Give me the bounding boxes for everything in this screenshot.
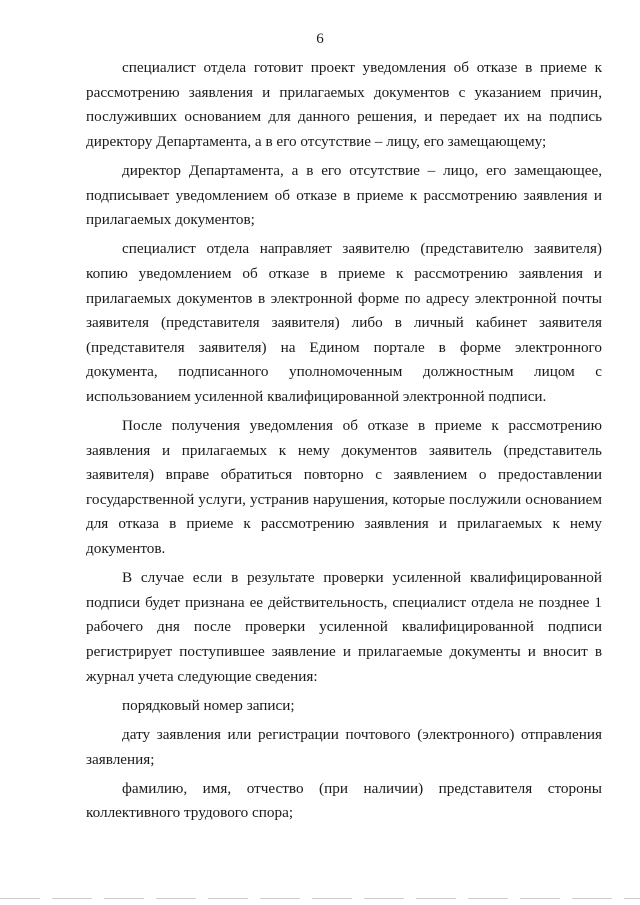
paragraph-reapply: После получения уведомления об отказе в приеме к рассмотрению заявления и прилагаемых к нему документов заявитель (представитель заявителя) вправе обратиться повторно с заявлением о предоставлении государственной услуги, устранив нарушения, которые послужили основанием для отказа в приеме к рассмотрению заявления и прилагаемых к нему документов. bbox=[86, 417, 602, 558]
paragraph-specialist-sends: специалист отдела направляет заявителю (представителю заявителя) копию уведомлением об отказе в приеме к рассмотрению заявления и прилагаемых документов в электронной форме по адресу электронной почты заявителя (представителя заявителя) либо в личный кабинет заявителя (представителя заявителя) на Едином портале в форме электронного документа, подписанного уполномоченным должностным лицом с использованием усиленной квалифицированной электронной подписи. bbox=[86, 240, 602, 405]
list-item-record-number: порядковый номер записи; bbox=[122, 696, 295, 714]
list-item-application-date: дату заявления или регистрации почтового (электронного) отправления заявления; bbox=[86, 726, 602, 768]
page-number: 6 bbox=[316, 31, 324, 47]
list-item-representative-name: фамилию, имя, отчество (при наличии) представителя стороны коллективного трудового спора; bbox=[86, 779, 602, 822]
paragraph-registration: В случае если в результате проверки усиленной квалифицированной подписи будет признана ее действительность, специалист отдела не позднее 1 рабочего дня после проверки усиленной квалифицированной подписи регистрирует поступившее заявление и прилагаемые документы и вносит в журнал учета следующие сведения: bbox=[86, 569, 602, 685]
document-body bbox=[86, 56, 602, 831]
paragraph-director-signs: директор Департамента, а в его отсутствие – лицо, его замещающее, подписывает уведомлением об отказе в приеме к рассмотрению заявления и прилагаемых документов; bbox=[86, 161, 602, 229]
page-bottom-divider bbox=[0, 898, 640, 899]
paragraph-notice-preparation: специалист отдела готовит проект уведомления об отказе в приеме к рассмотрению заявления и прилагаемых документов с указанием причин, послуживших основанием для данного решения, и передает их на подпись директору Департамента, а в его отсутствие – лицу, его замещающему; bbox=[86, 59, 602, 150]
